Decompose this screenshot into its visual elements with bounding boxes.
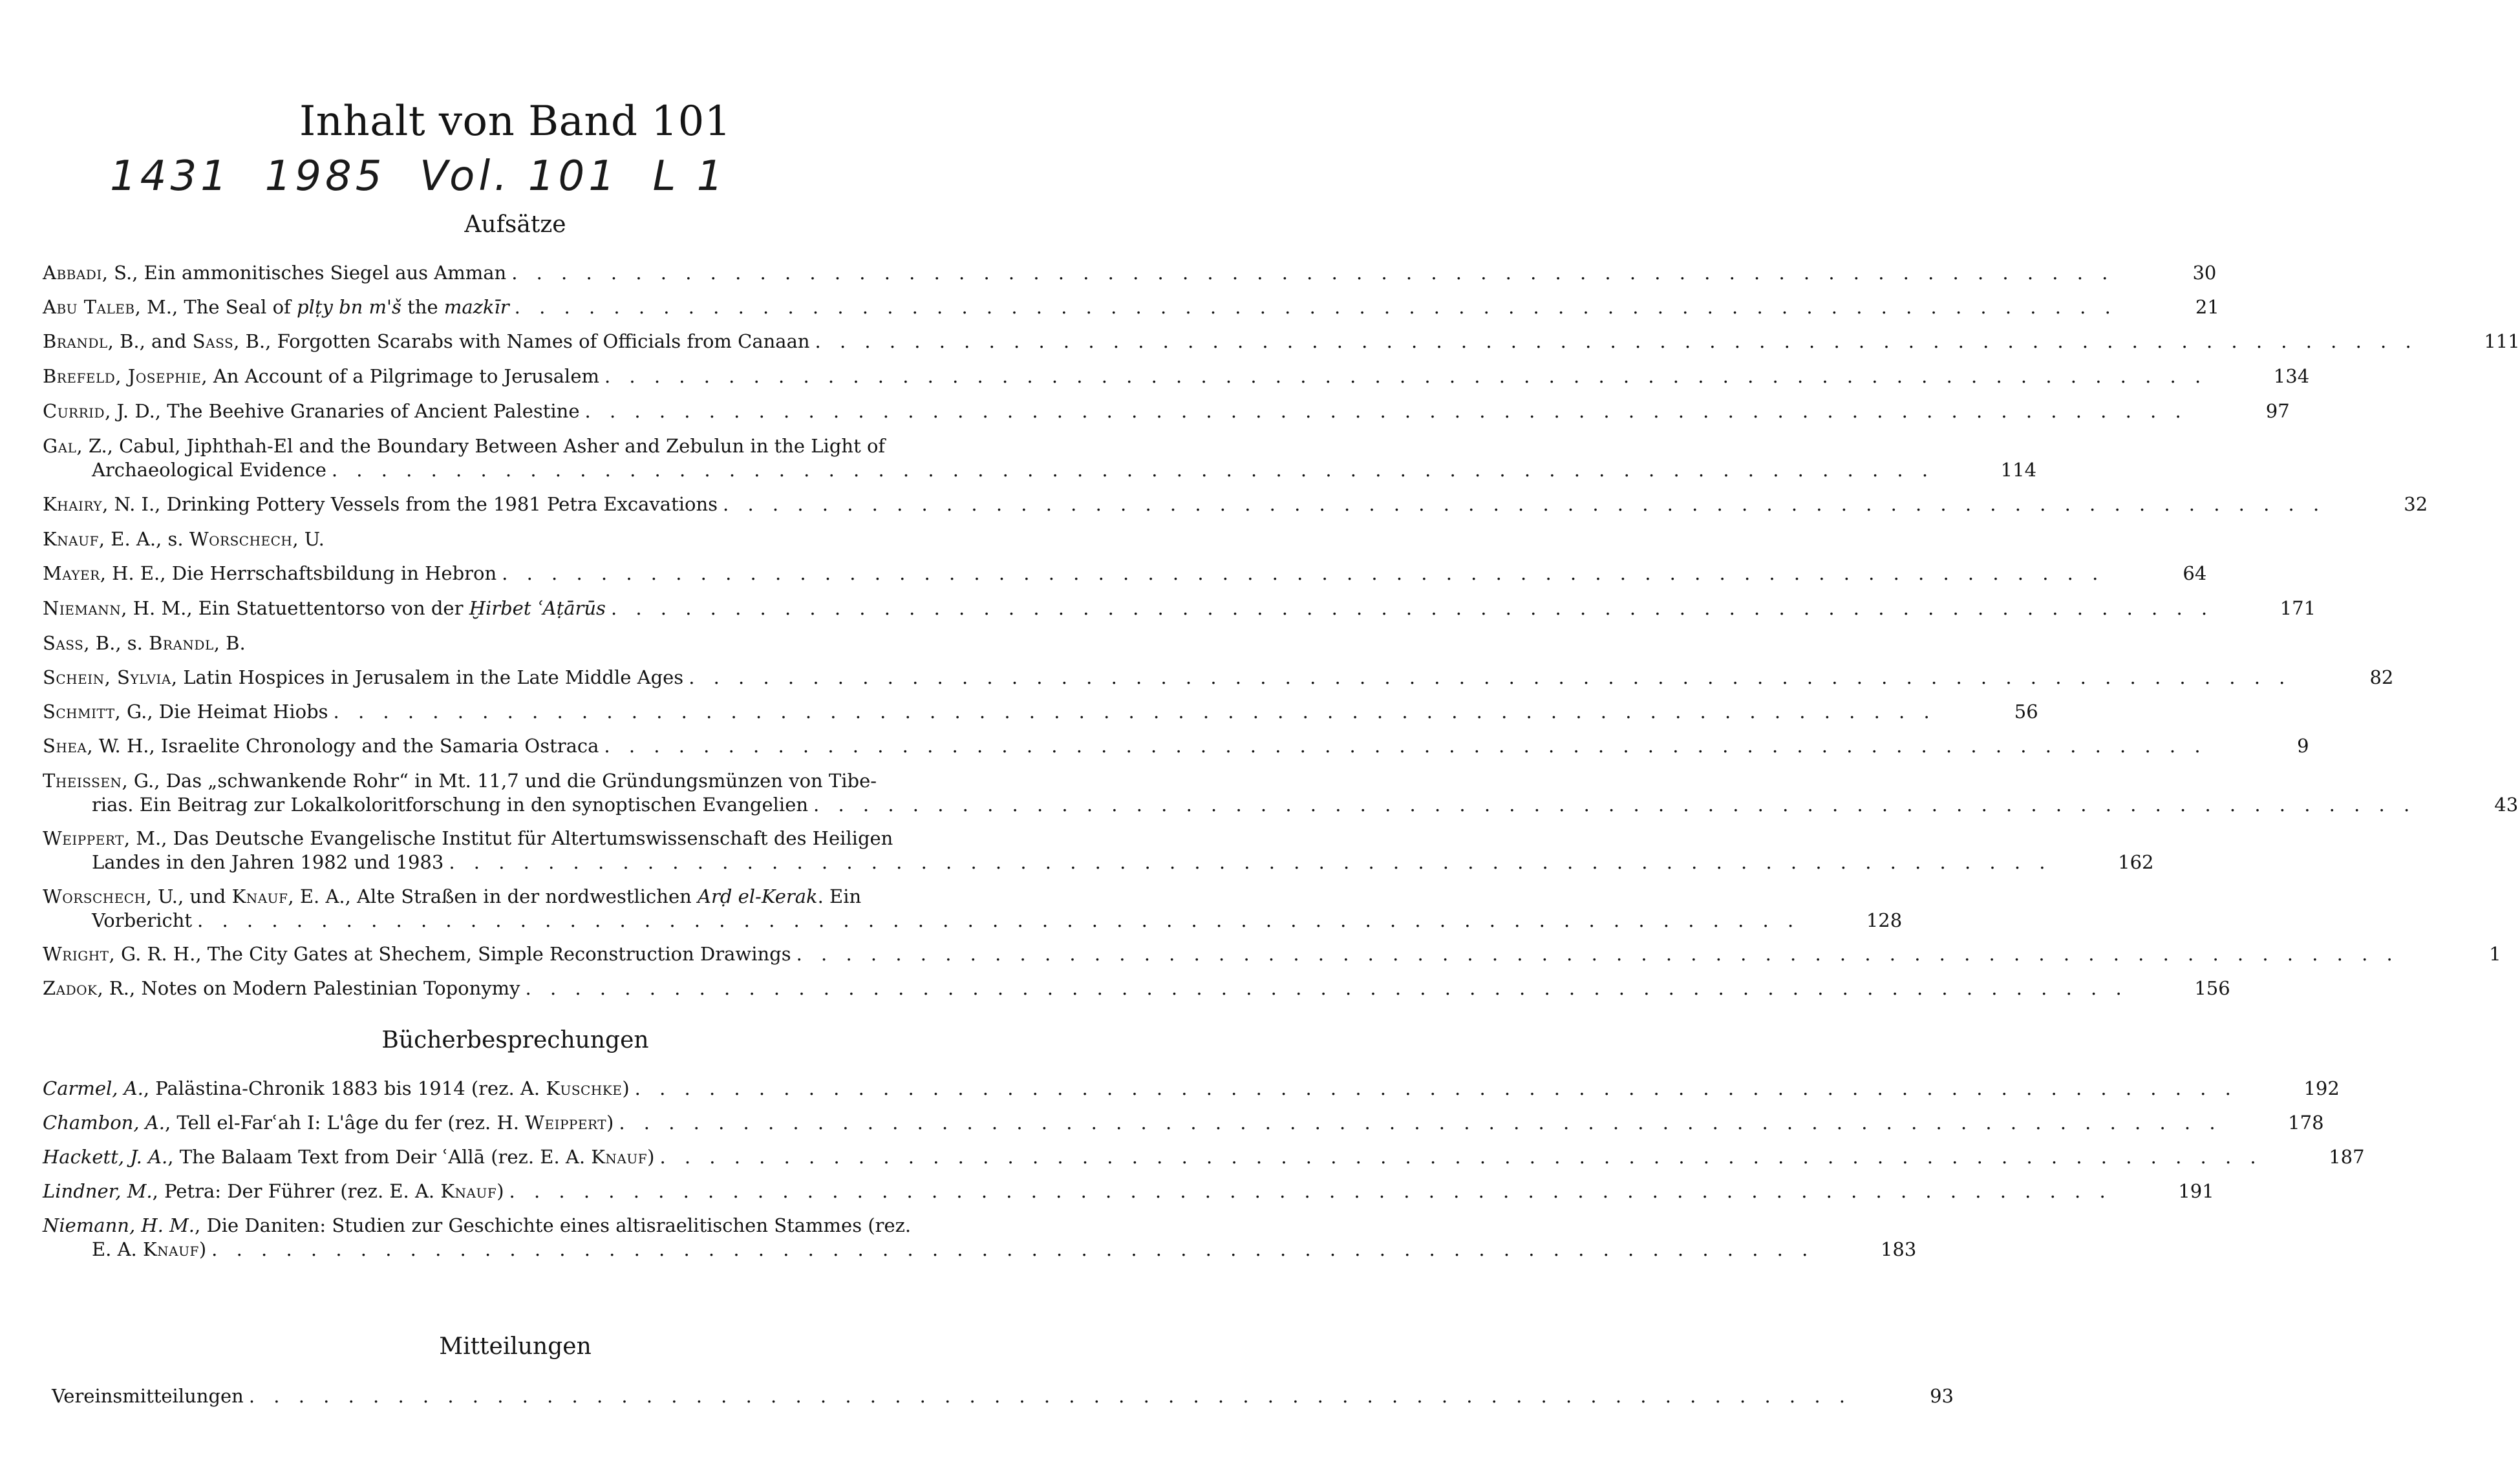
toc-entry xyxy=(43,666,2394,690)
entry-page: 171 xyxy=(2280,597,2316,619)
leader-dots: . . . . . . . . . . . . . . . . . . . . . . . . . . . . . . . . . . . . . . . . . . . . . . . . . . . . . . . . . . . . . . . . . xyxy=(604,365,2208,387)
review-author: Lindner, M. xyxy=(43,1180,153,1202)
entry-title-italic: Ḫirbet ʿAṭārūs xyxy=(469,597,606,619)
entry-page: 21 xyxy=(2195,296,2219,318)
entry-page: 32 xyxy=(2404,493,2428,515)
review-close: ) xyxy=(497,1180,504,1202)
entry-author: Wright xyxy=(43,943,109,965)
leader-dots: . . . . . . . . . . . . . . . . . . . . . . . . . . . . . . . . . . . . . . . . . . . . . . . . . . . . . . . . . . . . . . . . . xyxy=(659,1146,2263,1168)
entry-author: Mayer xyxy=(43,562,100,584)
review-close: ) xyxy=(606,1112,614,1134)
entry-page: 187 xyxy=(2329,1146,2365,1168)
entry-coauthor: Knauf xyxy=(231,885,288,907)
entry-page: 191 xyxy=(2178,1180,2214,1202)
entry-ref-author: Worschech xyxy=(189,528,293,550)
entry-author: Zadok xyxy=(43,977,98,999)
entry-title: Vereinsmitteilungen xyxy=(52,1385,244,1407)
entry-title: , The Seal of xyxy=(171,296,297,318)
entry-page: 178 xyxy=(2288,1112,2324,1134)
review-title: , Tell el-Farʿah I: L'âge du fer (rez. H. xyxy=(164,1112,526,1134)
entry-title: , U., und xyxy=(145,885,232,907)
leader-dots: . . . . . . . . . . . . . . . . . . . . . . . . . . . . . . . . . . . . . . . . . . . . . . . . . . . . . . . . . . . . . . . . . xyxy=(815,330,2418,352)
entry-title: , E. A., s. xyxy=(98,528,189,550)
entry-title: , R., Notes on Modern Palestinian Toponymy xyxy=(97,977,520,999)
entry-title: , G., Das „schwankende Rohr“ in Mt. 11,7 und die Gründungsmünzen von Tibe- xyxy=(122,770,877,792)
entry-page: 192 xyxy=(2303,1077,2340,1099)
entry-title-italic: Arḍ el-Kerak xyxy=(698,885,818,907)
reviewer-name: Knauf xyxy=(591,1146,648,1168)
leader-dots: . . . . . . . . . . . . . . . . . . . . . . . . . . . . . . . . . . . . . . . . . . . . . . . . . . . . . . . . . . . . . . . . . xyxy=(610,597,2214,619)
leader-dots: . . . . . . . . . . . . . . . . . . . . . . . . . . . . . . . . . . . . . . . . . . . . . . . . . . . . . . . . . . . . . . . . . xyxy=(514,296,2117,318)
entry-author: Sass xyxy=(43,632,84,654)
entry-title: , B., s. xyxy=(83,632,149,654)
entry-title: , Z., Cabul, Jiphthah-El and the Boundary Between Asher and Zebulun in the Light of xyxy=(76,435,886,457)
review-author: Carmel, A. xyxy=(43,1077,144,1099)
reviews-heading: Bücherbesprechungen xyxy=(381,1027,649,1053)
entry-author: Weippert xyxy=(43,827,124,849)
toc-cross-reference xyxy=(43,631,980,655)
entry-title: , M., Das Deutsche Evangelische Institut für Altertumswissenschaft des Heiligen xyxy=(123,827,893,849)
entry-title-continued: Archaeological Evidence xyxy=(92,459,326,481)
review-close: ) xyxy=(198,1238,207,1260)
leader-dots: . . . . . . . . . . . . . . . . . . . . . . . . . . . . . . . . . . . . . . . . . . . . . . . . . . . . . . . . . . . . . . . . . xyxy=(248,1385,1852,1407)
toc-entry xyxy=(43,885,1903,933)
reviewer-name: Knauf xyxy=(440,1180,497,1202)
review-title: , Petra: Der Führer (rez. E. A. xyxy=(152,1180,441,1202)
entry-author: Abu Taleb xyxy=(43,296,135,318)
entry-author: Gal xyxy=(43,435,77,457)
leader-dots: . . . . . . . . . . . . . . . . . . . . . . . . . . . . . . . . . . . . . . . . . . . . . . . . . . . . . . . . . . . . . . . . . xyxy=(509,1180,2112,1202)
entry-title: , Latin Hospices in Jerusalem in the Late Middle Ages xyxy=(171,666,684,688)
toc-entry xyxy=(43,734,2309,758)
entry-title: , G., Die Heimat Hiobs xyxy=(114,701,328,723)
entry-ref-suffix: , U. xyxy=(292,528,325,550)
toc-entry xyxy=(43,597,2316,620)
entry-author: Theissen xyxy=(43,770,122,792)
leader-dots: . . . . . . . . . . . . . . . . . . . . . . . . . . . . . . . . . . . . . . . . . . . . . . . . . . . . . . . . . . . . . . . . . xyxy=(813,794,2417,816)
review-title: , The Balaam Text from Deir ʿAllā (rez. E. A. xyxy=(167,1146,592,1168)
entry-page: 97 xyxy=(2265,400,2290,422)
entry-title-italic: mazkīr xyxy=(443,296,509,318)
entry-initials: , B., and xyxy=(107,330,193,352)
entry-title-continued: Landes in den Jahren 1982 und 1983 xyxy=(92,851,444,873)
entry-initials: , M. xyxy=(134,296,172,318)
leader-dots: . . . . . . . . . . . . . . . . . . . . . . . . . . . . . . . . . . . . . . . . . . . . . . . . . . . . . . . . . . . . . . . . . xyxy=(723,493,2326,515)
entry-page: 111 xyxy=(2484,330,2520,352)
toc-entry xyxy=(43,562,2207,586)
entry-ref-suffix: , B. xyxy=(213,632,246,654)
toc-entry xyxy=(52,1384,1954,1408)
entry-title: , E. A., Alte Straßen in der nordwestlichen xyxy=(288,885,698,907)
toc-entry xyxy=(43,365,2310,388)
entry-title: the xyxy=(401,296,444,318)
leader-dots: . . . . . . . . . . . . . . . . . . . . . . . . . . . . . . . . . . . . . . . . . . . . . . . . . . . . . . . . . . . . . . . . . xyxy=(211,1238,1815,1260)
toc-entry xyxy=(43,700,2038,724)
toc-entry xyxy=(43,399,2290,423)
reviewer-name: Weippert xyxy=(525,1112,607,1134)
entry-author: Schein, Sylvia xyxy=(43,666,171,688)
review-title: , Die Daniten: Studien zur Geschichte eines altisraelitischen Stammes (rez. xyxy=(195,1214,912,1236)
review-title-continued: E. A. xyxy=(92,1238,143,1260)
review-entry xyxy=(43,1214,1917,1262)
entry-page: 162 xyxy=(2118,851,2154,873)
toc-entry xyxy=(43,827,2154,874)
leader-dots: . . . . . . . . . . . . . . . . . . . . . . . . . . . . . . . . . . . . . . . . . . . . . . . . . . . . . . . . . . . . . . . . . xyxy=(333,701,1936,723)
entry-page: 114 xyxy=(2000,459,2037,481)
entry-page: 1 xyxy=(2489,943,2501,965)
entry-author: Schmitt xyxy=(43,701,115,723)
entry-page: 64 xyxy=(2183,562,2207,584)
entry-page: 156 xyxy=(2194,977,2230,999)
reviewer-name: Kuschke xyxy=(546,1077,623,1099)
articles-heading: Aufsätze xyxy=(464,211,566,238)
toc-entry xyxy=(43,492,2428,516)
entry-title: , B., Forgotten Scarabs with Names of Officials from Canaan xyxy=(233,330,810,352)
leader-dots: . . . . . . . . . . . . . . . . . . . . . . . . . . . . . . . . . . . . . . . . . . . . . . . . . . . . . . . . . . . . . . . . . xyxy=(511,262,2115,284)
entry-page: 134 xyxy=(2273,365,2310,387)
toc-entry xyxy=(43,330,2520,354)
toc-cross-reference xyxy=(43,527,980,551)
leader-dots: . . . . . . . . . . . . . . . . . . . . . . . . . . . . . . . . . . . . . . . . . . . . . . . . . . . . . . . . . . . . . . . . . xyxy=(604,735,2207,757)
entry-page: 43 xyxy=(2494,794,2519,816)
leader-dots: . . . . . . . . . . . . . . . . . . . . . . . . . . . . . . . . . . . . . . . . . . . . . . . . . . . . . . . . . . . . . . . . . xyxy=(197,909,1800,931)
entry-author: Khairy xyxy=(43,493,103,515)
handwritten-shelf-mark: 1431 1985 Vol. 101 L 1 xyxy=(110,153,727,200)
entry-page: 30 xyxy=(2192,262,2217,284)
review-author: Chambon, A. xyxy=(43,1112,165,1134)
entry-ref-author: Brandl xyxy=(149,632,214,654)
toc-entry xyxy=(43,942,2501,966)
announcements-heading: Mitteilungen xyxy=(439,1333,592,1360)
toc-entry xyxy=(43,977,2230,1000)
leader-dots: . . . . . . . . . . . . . . . . . . . . . . . . . . . . . . . . . . . . . . . . . . . . . . . . . . . . . . . . . . . . . . . . . xyxy=(331,459,1935,481)
leader-dots: . . . . . . . . . . . . . . . . . . . . . . . . . . . . . . . . . . . . . . . . . . . . . . . . . . . . . . . . . . . . . . . . . xyxy=(502,562,2105,584)
entry-author: Worschech xyxy=(43,885,146,907)
entry-title: , Ein ammonitisches Siegel aus Amman xyxy=(132,262,507,284)
entry-author: Currid xyxy=(43,400,105,422)
entry-title-continued: rias. Ein Beitrag zur Lokalkoloritforschung in den synoptischen Evangelien xyxy=(92,794,809,816)
entry-title: , G. R. H., The City Gates at Shechem, Simple Reconstruction Drawings xyxy=(109,943,791,965)
entry-author: Niemann xyxy=(43,597,122,619)
entry-title: , H. E., Die Herrschaftsbildung in Hebron xyxy=(100,562,497,584)
page-title: Inhalt von Band 101 xyxy=(299,98,732,145)
review-entry xyxy=(43,1077,2340,1101)
review-author: Hackett, J. A. xyxy=(43,1146,168,1168)
review-close: ) xyxy=(622,1077,630,1099)
review-entry xyxy=(43,1179,2214,1203)
leader-dots: . . . . . . . . . . . . . . . . . . . . . . . . . . . . . . . . . . . . . . . . . . . . . . . . . . . . . . . . . . . . . . . . . xyxy=(619,1112,2222,1134)
entry-page: 56 xyxy=(2014,701,2038,723)
entry-page: 9 xyxy=(2297,735,2309,757)
leader-dots: . . . . . . . . . . . . . . . . . . . . . . . . . . . . . . . . . . . . . . . . . . . . . . . . . . . . . . . . . . . . . . . . . xyxy=(634,1077,2237,1099)
toc-entry xyxy=(43,295,2219,319)
entry-page: 128 xyxy=(1866,909,1903,931)
toc-entry xyxy=(43,769,2519,817)
entry-page: 183 xyxy=(1880,1238,1917,1260)
toc-entry xyxy=(43,261,2217,285)
leader-dots: . . . . . . . . . . . . . . . . . . . . . . . . . . . . . . . . . . . . . . . . . . . . . . . . . . . . . . . . . . . . . . . . . xyxy=(689,666,2292,688)
reviewer-name: Knauf xyxy=(143,1238,199,1260)
entry-title: , J. D., The Beehive Granaries of Ancient Palestine xyxy=(105,400,580,422)
review-title: , Palästina-Chronik 1883 bis 1914 (rez. A. xyxy=(143,1077,546,1099)
review-entry xyxy=(43,1145,2365,1169)
entry-author: Shea xyxy=(43,735,87,757)
entry-title: , N. I., Drinking Pottery Vessels from the 1981 Petra Excavations xyxy=(102,493,718,515)
leader-dots: . . . . . . . . . . . . . . . . . . . . . . . . . . . . . . . . . . . . . . . . . . . . . . . . . . . . . . . . . . . . . . . . . xyxy=(525,977,2128,999)
review-close: ) xyxy=(647,1146,655,1168)
entry-page: 93 xyxy=(1930,1385,1954,1407)
entry-author: Brefeld, Josephie xyxy=(43,365,202,387)
entry-title: , An Account of a Pilgrimage to Jerusalem xyxy=(201,365,599,387)
leader-dots: . . . . . . . . . . . . . . . . . . . . . . . . . . . . . . . . . . . . . . . . . . . . . . . . . . . . . . . . . . . . . . . . . xyxy=(796,943,2399,965)
entry-title-continued: Vorbericht xyxy=(92,909,193,931)
leader-dots: . . . . . . . . . . . . . . . . . . . . . . . . . . . . . . . . . . . . . . . . . . . . . . . . . . . . . . . . . . . . . . . . . xyxy=(449,851,2052,873)
entry-author: Abbadi xyxy=(43,262,102,284)
entry-page: 82 xyxy=(2369,666,2394,688)
entry-author: Brandl xyxy=(43,330,108,352)
review-entry xyxy=(43,1111,2324,1135)
toc-entry xyxy=(43,434,2037,482)
entry-title-italic: plṭy bn m'š xyxy=(297,296,401,318)
review-author: Niemann, H. M. xyxy=(43,1214,195,1236)
leader-dots: . . . . . . . . . . . . . . . . . . . . . . . . . . . . . . . . . . . . . . . . . . . . . . . . . . . . . . . . . . . . . . . . . xyxy=(584,400,2188,422)
entry-title: , W. H., Israelite Chronology and the Samaria Ostraca xyxy=(87,735,599,757)
entry-initials: , S. xyxy=(101,262,133,284)
entry-title: . Ein xyxy=(817,885,862,907)
entry-author: Knauf xyxy=(43,528,99,550)
entry-coauthor: Sass xyxy=(192,330,234,352)
entry-title: , H. M., Ein Statuettentorso von der xyxy=(121,597,469,619)
